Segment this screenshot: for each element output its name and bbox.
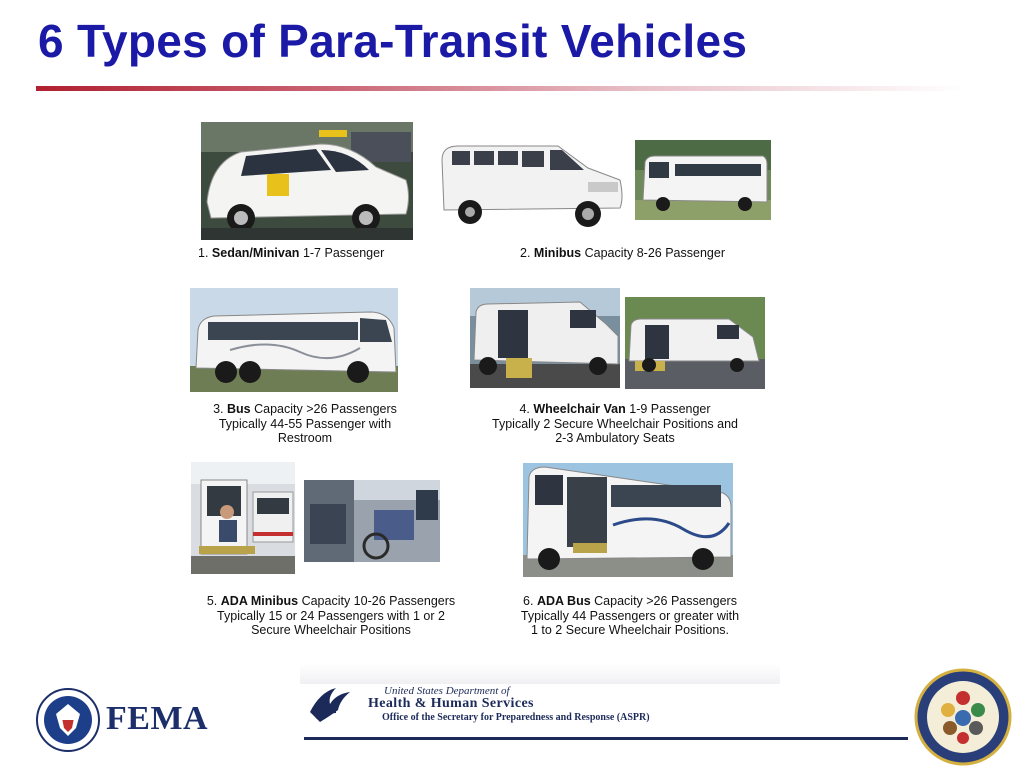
vehicle-caption-4: 4. Wheelchair Van 1-9 Passenger Typically 2 Secure Wheelchair Positions and 2-3 Ambulatory Seats <box>492 402 738 445</box>
vehicle-caption-2: 2. Minibus Capacity 8-26 Passenger <box>520 246 725 260</box>
hhs-rule <box>304 737 908 740</box>
aspr-seal-icon <box>908 668 1018 766</box>
vehicle-caption-3: 3. Bus Capacity >26 Passengers Typically 44-55 Passenger with Restroom <box>213 402 397 445</box>
dhs-seal-icon <box>36 688 100 752</box>
ada-minibus-interior-photo <box>304 480 440 562</box>
sedan-minivan-photo <box>201 122 413 240</box>
aspr-office-line: Office of the Secretary for Preparedness and Response (ASPR) <box>382 712 650 723</box>
wheelchair-van-photo-1 <box>470 288 620 388</box>
hhs-name-line: Health & Human Services <box>368 696 534 711</box>
bus-photo <box>190 288 398 392</box>
hhs-aspr-banner <box>302 676 910 746</box>
minibus-van-photo <box>438 138 626 230</box>
title-rule <box>36 86 966 91</box>
vehicle-caption-5: 5. ADA Minibus Capacity 10-26 Passengers Typically 15 or 24 Passengers with 1 or 2 Secure Wheelchair Positions <box>206 594 456 637</box>
hhs-eagle-icon <box>306 682 354 726</box>
fema-wordmark: FEMA <box>106 700 209 737</box>
vehicle-caption-6: 6. ADA Bus Capacity >26 Passengers Typically 44 Passengers or greater with 1 to 2 Secure Wheelchair Positions. <box>520 594 740 637</box>
ada-bus-photo <box>523 463 733 577</box>
fema-logo <box>36 688 216 754</box>
vehicle-caption-1: 1. Sedan/Minivan 1-7 Passenger <box>198 246 385 260</box>
ada-minibus-lift-photo <box>191 462 295 574</box>
slide-title: 6 Types of Para-Transit Vehicles <box>38 15 748 67</box>
wheelchair-van-photo-2 <box>625 297 765 389</box>
hhs-dept-line: United States Department of <box>384 685 510 697</box>
minibus-shuttle-photo <box>635 140 771 220</box>
